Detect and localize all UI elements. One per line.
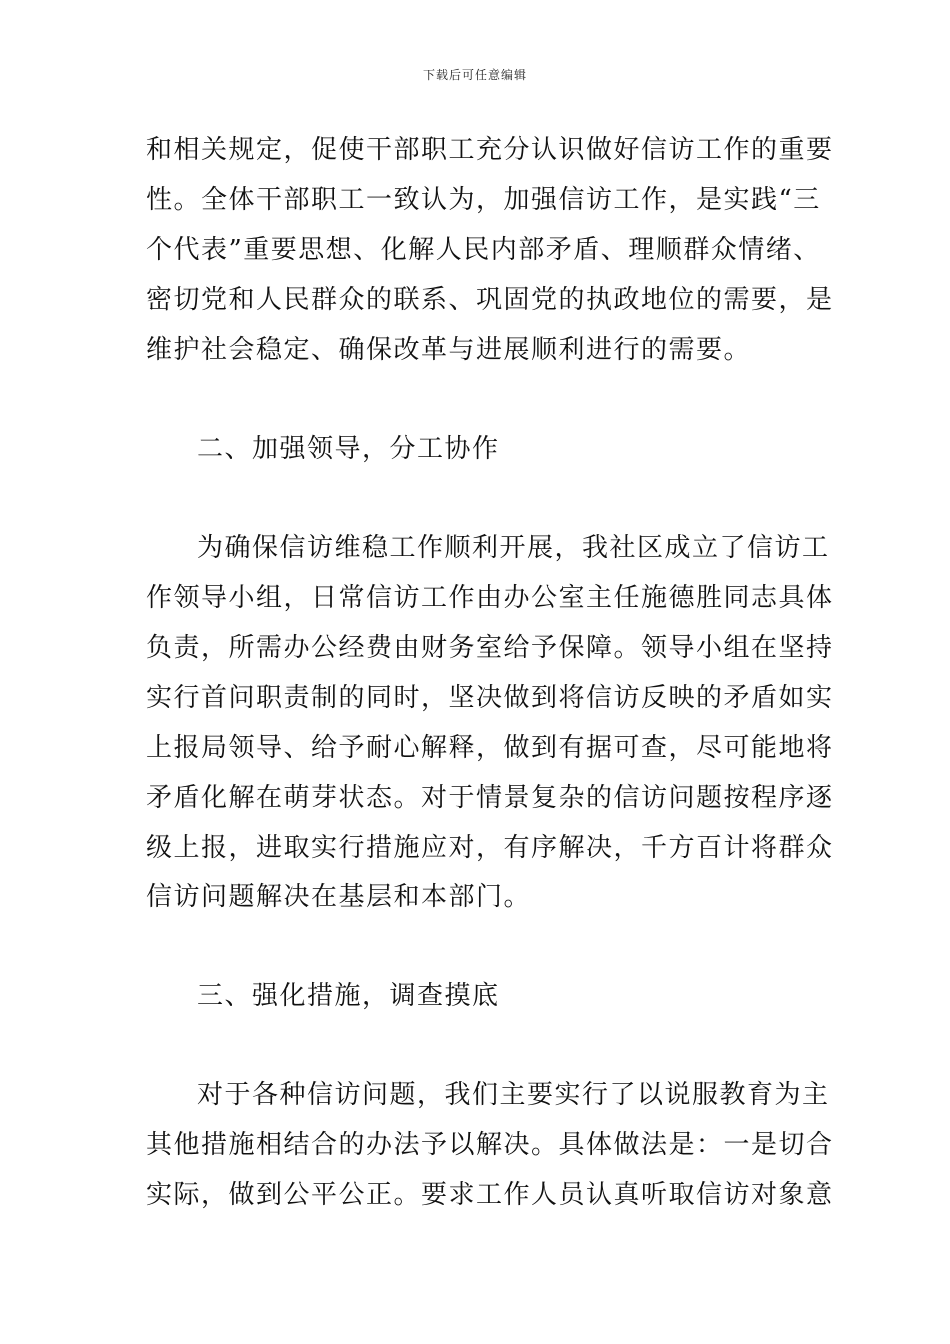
- paragraph-line: 级上报，进取实行措施应对，有序解决，千方百计将群众: [146, 833, 834, 863]
- paragraph-line: 作领导小组，日常信访工作由办公室主任施德胜同志具体: [146, 583, 834, 613]
- section-heading: 二、加强领导，分工协作: [197, 434, 500, 464]
- paragraph-line: 密切党和人民群众的联系、巩固党的执政地位的需要，是: [146, 285, 834, 315]
- paragraph-line: 实际，做到公平公正。要求工作人员认真听取信访对象意: [146, 1180, 834, 1210]
- paragraph-line: 为确保信访维稳工作顺利开展，我社区成立了信访工: [197, 533, 830, 563]
- paragraph-line: 性。全体干部职工一致认为，加强信访工作，是实践“三: [146, 185, 821, 215]
- paragraph-line: 上报局领导、给予耐心解释，做到有据可查，尽可能地将: [146, 733, 834, 763]
- header-note: 下载后可任意编辑: [422, 68, 527, 82]
- paragraph-line: 信访问题解决在基层和本部门。: [146, 882, 532, 912]
- paragraph-line: 个代表”重要思想、化解人民内部矛盾、理顺群众情绪、: [146, 235, 821, 265]
- paragraph-line: 负责，所需办公经费由财务室给予保障。领导小组在坚持: [146, 633, 834, 663]
- paragraph-line: 维护社会稳定、确保改革与进展顺利进行的需要。: [146, 335, 752, 365]
- paragraph-line: 和相关规定，促使干部职工充分认识做好信访工作的重要: [146, 135, 834, 165]
- paragraph-line: 对于各种信访问题，我们主要实行了以说服教育为主: [197, 1080, 830, 1110]
- paragraph-line: 其他措施相结合的办法予以解决。具体做法是：一是切合: [146, 1130, 834, 1160]
- section-heading: 三、强化措施，调查摸底: [197, 981, 500, 1011]
- paragraph-line: 矛盾化解在萌芽状态。对于情景复杂的信访问题按程序逐: [146, 783, 834, 813]
- paragraph-line: 实行首问职责制的同时，坚决做到将信访反映的矛盾如实: [146, 683, 834, 713]
